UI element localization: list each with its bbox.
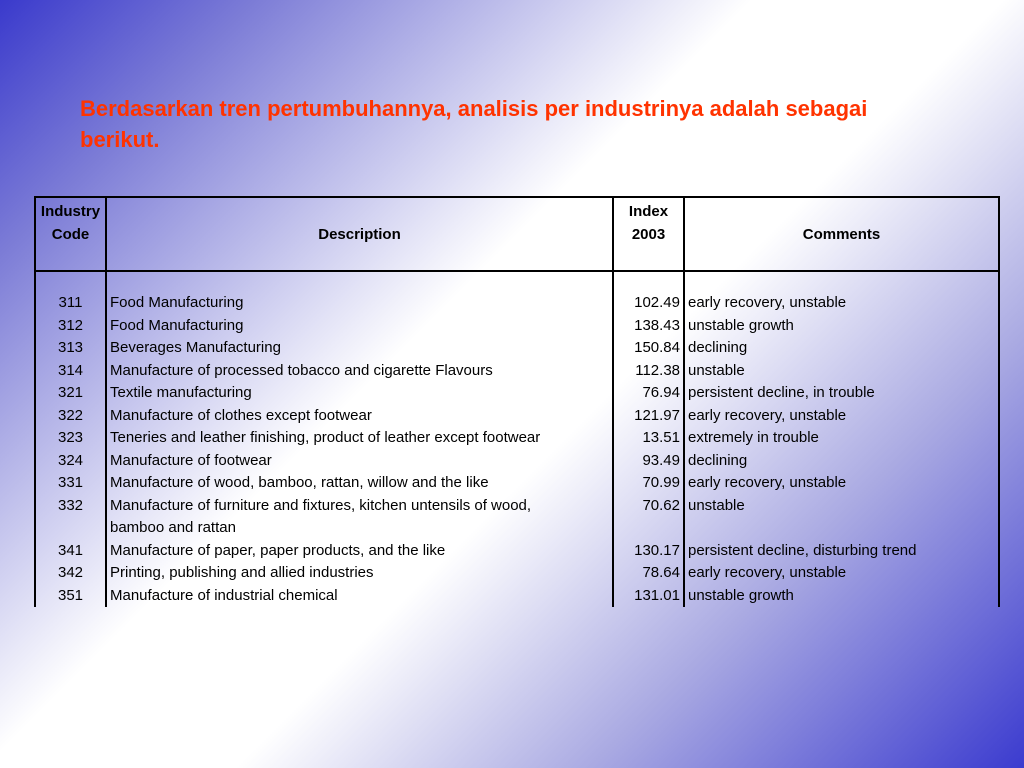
header-industry-code <box>35 197 106 271</box>
header-description: Description <box>106 197 613 271</box>
cell-index-2003: 70.99 <box>613 472 684 495</box>
cell-comment: persistent decline, disturbing trend <box>684 540 999 563</box>
description-text: Manufacture of footwear <box>110 451 272 469</box>
cell-index-2003: 13.51 <box>613 427 684 450</box>
description-text: Printing, publishing and allied industries <box>110 564 374 581</box>
table-header <box>35 197 999 271</box>
table-row <box>35 292 999 315</box>
header-comments: Comments <box>684 197 999 271</box>
cell-description <box>106 427 613 450</box>
table-row <box>35 315 999 338</box>
table-row <box>35 427 999 450</box>
cell-comment: extremely in trouble <box>684 427 999 450</box>
header-code-line2: Code <box>51 226 90 243</box>
description-text-continued: bamboo and rattan <box>110 519 236 536</box>
table-body <box>35 271 999 607</box>
cell-description <box>106 405 613 428</box>
cell-description <box>106 315 613 338</box>
cell-industry-code: 313 <box>35 337 106 360</box>
cell-index-2003: 76.94 <box>613 382 684 405</box>
table-row <box>35 360 999 383</box>
header-code-line1: Industry <box>40 203 101 220</box>
header-index <box>613 197 684 271</box>
cell-index-2003: 78.64 <box>613 562 684 585</box>
cell-description <box>106 382 613 405</box>
cell-description <box>106 360 613 383</box>
cell-industry-code: 351 <box>35 585 106 608</box>
industry-table-container <box>34 196 998 607</box>
description-text: Manufacture of processed tobacco and cigarette Flavours <box>110 361 493 379</box>
cell-comment: declining <box>684 337 999 360</box>
slide-title: Berdasarkan tren pertumbuhannya, analisis per industrinya adalah sebagai berikut. <box>80 96 868 152</box>
cell-index-2003: 150.84 <box>613 337 684 360</box>
description-text: Food Manufacturing <box>110 316 244 334</box>
cell-description <box>106 450 613 473</box>
cell-industry-code: 342 <box>35 562 106 585</box>
cell-industry-code: 324 <box>35 450 106 473</box>
cell-index-2003: 70.62 <box>613 495 684 540</box>
cell-comment: early recovery, unstable <box>684 472 999 495</box>
description-text: Manufacture of industrial chemical <box>110 586 338 604</box>
cell-comment: unstable growth <box>684 585 999 608</box>
description-text: Food Manufacturing <box>110 294 244 311</box>
cell-comment: unstable <box>684 360 999 383</box>
table-row <box>35 540 999 563</box>
description-text: Textile manufacturing <box>110 384 252 401</box>
cell-comment: early recovery, unstable <box>684 405 999 428</box>
cell-industry-code: 332 <box>35 495 106 540</box>
cell-industry-code: 331 <box>35 472 106 495</box>
header-index-line2: 2003 <box>631 226 666 243</box>
cell-industry-code: 341 <box>35 540 106 563</box>
table-row <box>35 562 999 585</box>
cell-description <box>106 337 613 360</box>
cell-description <box>106 585 613 608</box>
cell-description <box>106 540 613 563</box>
cell-industry-code: 321 <box>35 382 106 405</box>
cell-description <box>106 292 613 315</box>
cell-index-2003: 112.38 <box>613 360 684 383</box>
cell-description <box>106 472 613 495</box>
cell-industry-code: 312 <box>35 315 106 338</box>
cell-industry-code: 311 <box>35 292 106 315</box>
cell-comment: early recovery, unstable <box>684 562 999 585</box>
table-spacer-row <box>35 271 999 292</box>
cell-comment: unstable growth <box>684 315 999 338</box>
cell-index-2003: 121.97 <box>613 405 684 428</box>
cell-industry-code: 322 <box>35 405 106 428</box>
table-row <box>35 450 999 473</box>
cell-index-2003: 130.17 <box>613 540 684 563</box>
description-text: Manufacture of paper, paper products, and the like <box>110 541 446 559</box>
table-row <box>35 382 999 405</box>
table-row <box>35 495 999 540</box>
cell-index-2003: 102.49 <box>613 292 684 315</box>
cell-comment: persistent decline, in trouble <box>684 382 999 405</box>
cell-index-2003: 138.43 <box>613 315 684 338</box>
description-text: Manufacture of wood, bamboo, rattan, willow and the like <box>110 474 489 491</box>
cell-industry-code: 323 <box>35 427 106 450</box>
table-row <box>35 337 999 360</box>
cell-comment: early recovery, unstable <box>684 292 999 315</box>
table-row <box>35 472 999 495</box>
description-text: Manufacture of clothes except footwear <box>110 406 372 424</box>
description-text: Beverages Manufacturing <box>110 339 281 356</box>
table-row <box>35 585 999 608</box>
industry-table <box>34 196 1000 607</box>
cell-comment: unstable <box>684 495 999 540</box>
description-text: Manufacture of furniture and fixtures, kitchen untensils of wood, <box>110 496 532 514</box>
cell-comment: declining <box>684 450 999 473</box>
cell-industry-code: 314 <box>35 360 106 383</box>
cell-index-2003: 131.01 <box>613 585 684 608</box>
table-row <box>35 405 999 428</box>
cell-index-2003: 93.49 <box>613 450 684 473</box>
cell-description <box>106 562 613 585</box>
cell-description <box>106 495 613 540</box>
header-index-line1: Index <box>628 203 669 220</box>
description-text: Teneries and leather finishing, product of leather except footwear <box>110 429 541 446</box>
